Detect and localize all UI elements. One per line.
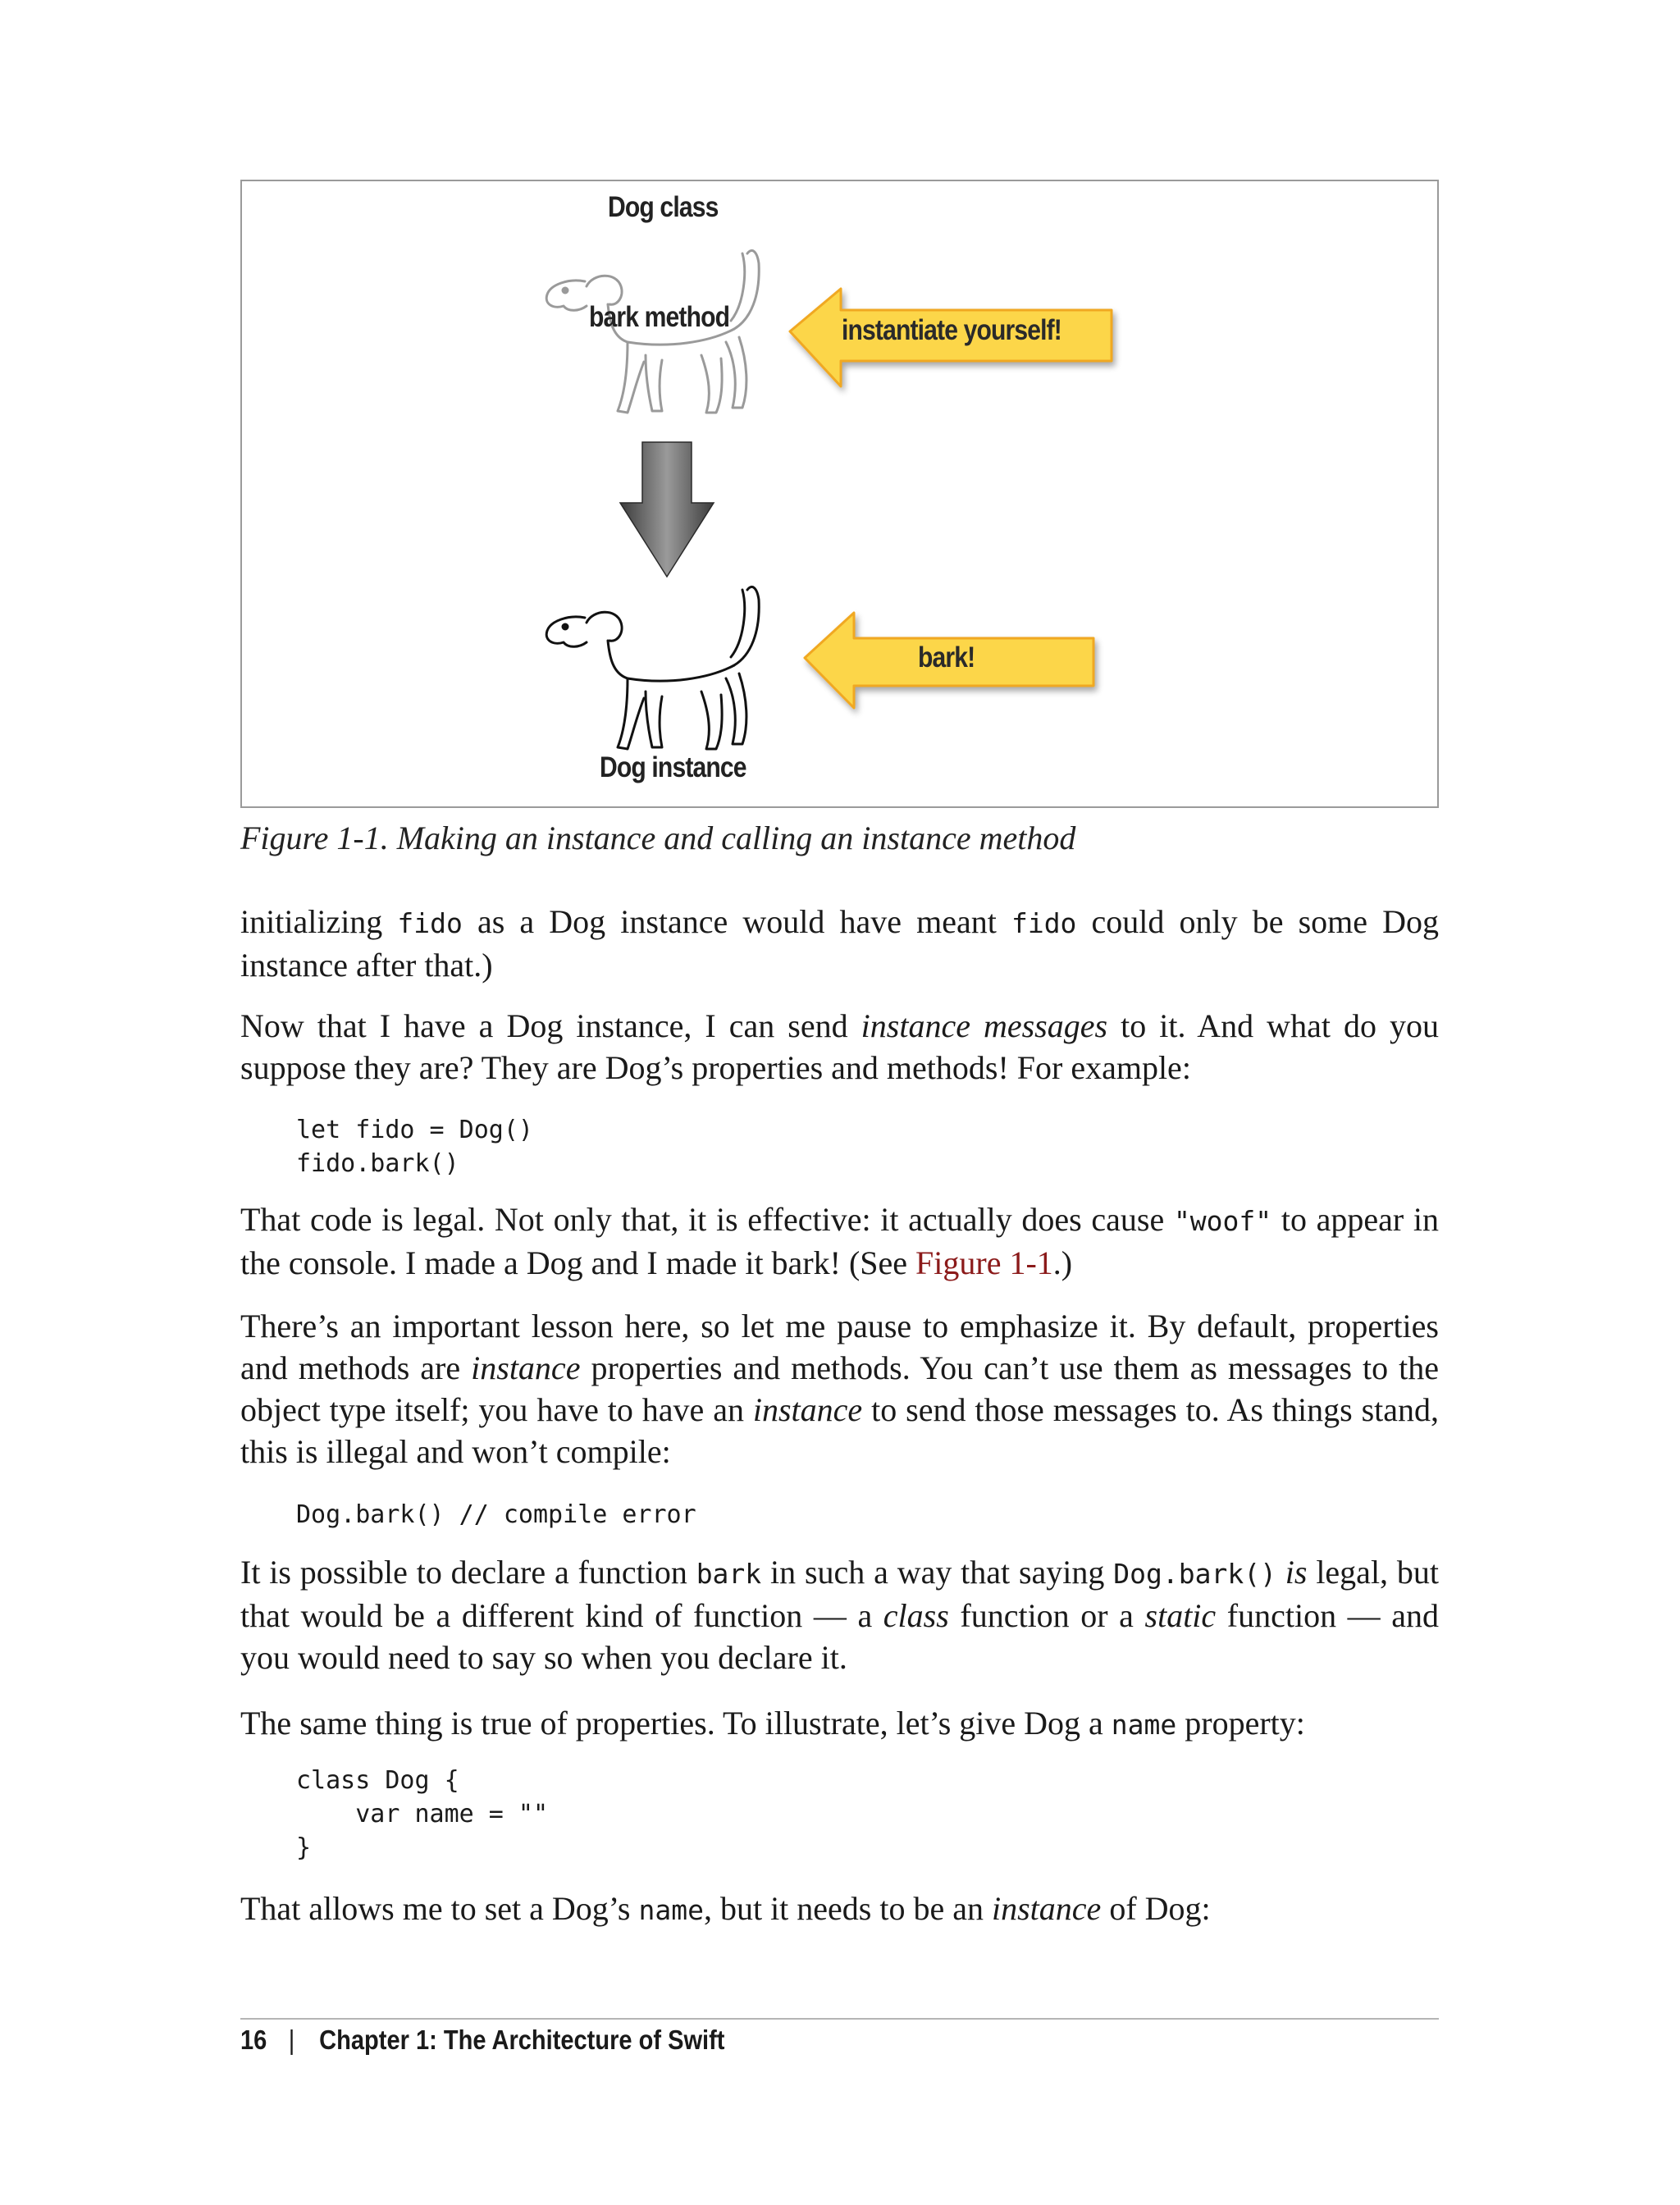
inline-code: fido	[1011, 907, 1077, 939]
instantiate-arrow-label: instantiate yourself!	[842, 314, 1061, 346]
paragraph-6: The same thing is true of properties. To illustrate, let’s give Dog a name property:	[240, 1705, 1305, 1742]
down-arrow-icon	[620, 442, 714, 577]
figure-frame	[240, 180, 1439, 808]
inline-code: name	[1111, 1709, 1177, 1741]
inline-code: fido	[397, 907, 463, 939]
inline-code: Dog.bark()	[1113, 1558, 1276, 1590]
footer-rule	[240, 2018, 1439, 2020]
inline-code: bark	[696, 1558, 762, 1590]
chapter-title: Chapter 1: The Architecture of Swift	[319, 2025, 725, 2055]
code-block-1: let fido = Dog() fido.bark()	[296, 1116, 533, 1178]
footer-separator: |	[288, 2025, 295, 2055]
figure-illustration	[242, 181, 1440, 810]
dog-instance-illustration	[546, 587, 759, 749]
page-footer	[240, 2025, 724, 2056]
bark-arrow-label: bark!	[918, 641, 975, 673]
paragraph-3: That code is legal. Not only that, it is effective: it actually does cause "woof" to appear in the console. I made a Dog and I made it bark! (See Figure 1-1.)	[240, 1201, 1439, 1281]
dog-instance-label: Dog instance	[600, 751, 746, 783]
inline-code: "woof"	[1173, 1205, 1272, 1237]
bark-method-label: bark method	[589, 301, 730, 333]
figure-caption: Figure 1-1. Making an instance and calling an instance method	[240, 819, 1076, 856]
paragraph-7: That allows me to set a Dog’s name, but it needs to be an instance of Dog:	[240, 1890, 1211, 1927]
paragraph-5: It is possible to declare a function bark in such a way that saying Dog.bark() is legal, but that would be a different kind of function — a class function or a static function — and you would need to say so when you declare it.	[240, 1554, 1440, 1676]
paragraph-1: initializing fido as a Dog instance would have meant fido could only be some Dog instance after that.)	[240, 903, 1439, 984]
code-block-2: Dog.bark() // compile error	[296, 1500, 696, 1529]
paragraph-4: There’s an important lesson here, so let me pause to emphasize it. By default, properties and methods are instance properties and methods. You can’t use them as messages to the object type itself; you have to have an instance to send those messages to. As things stand, this is illegal and won’t compile:	[240, 1308, 1440, 1470]
dog-class-label: Dog class	[608, 191, 719, 223]
inline-code: name	[638, 1894, 704, 1926]
figure-link[interactable]: Figure 1-1	[915, 1244, 1053, 1281]
code-block-3: class Dog { var name = "" }	[296, 1766, 549, 1862]
page-number: 16	[240, 2025, 267, 2055]
paragraph-2: Now that I have a Dog instance, I can send instance messages to it. And what do you suppose they are? They are Dog’s properties and methods! For example:	[240, 1007, 1439, 1086]
